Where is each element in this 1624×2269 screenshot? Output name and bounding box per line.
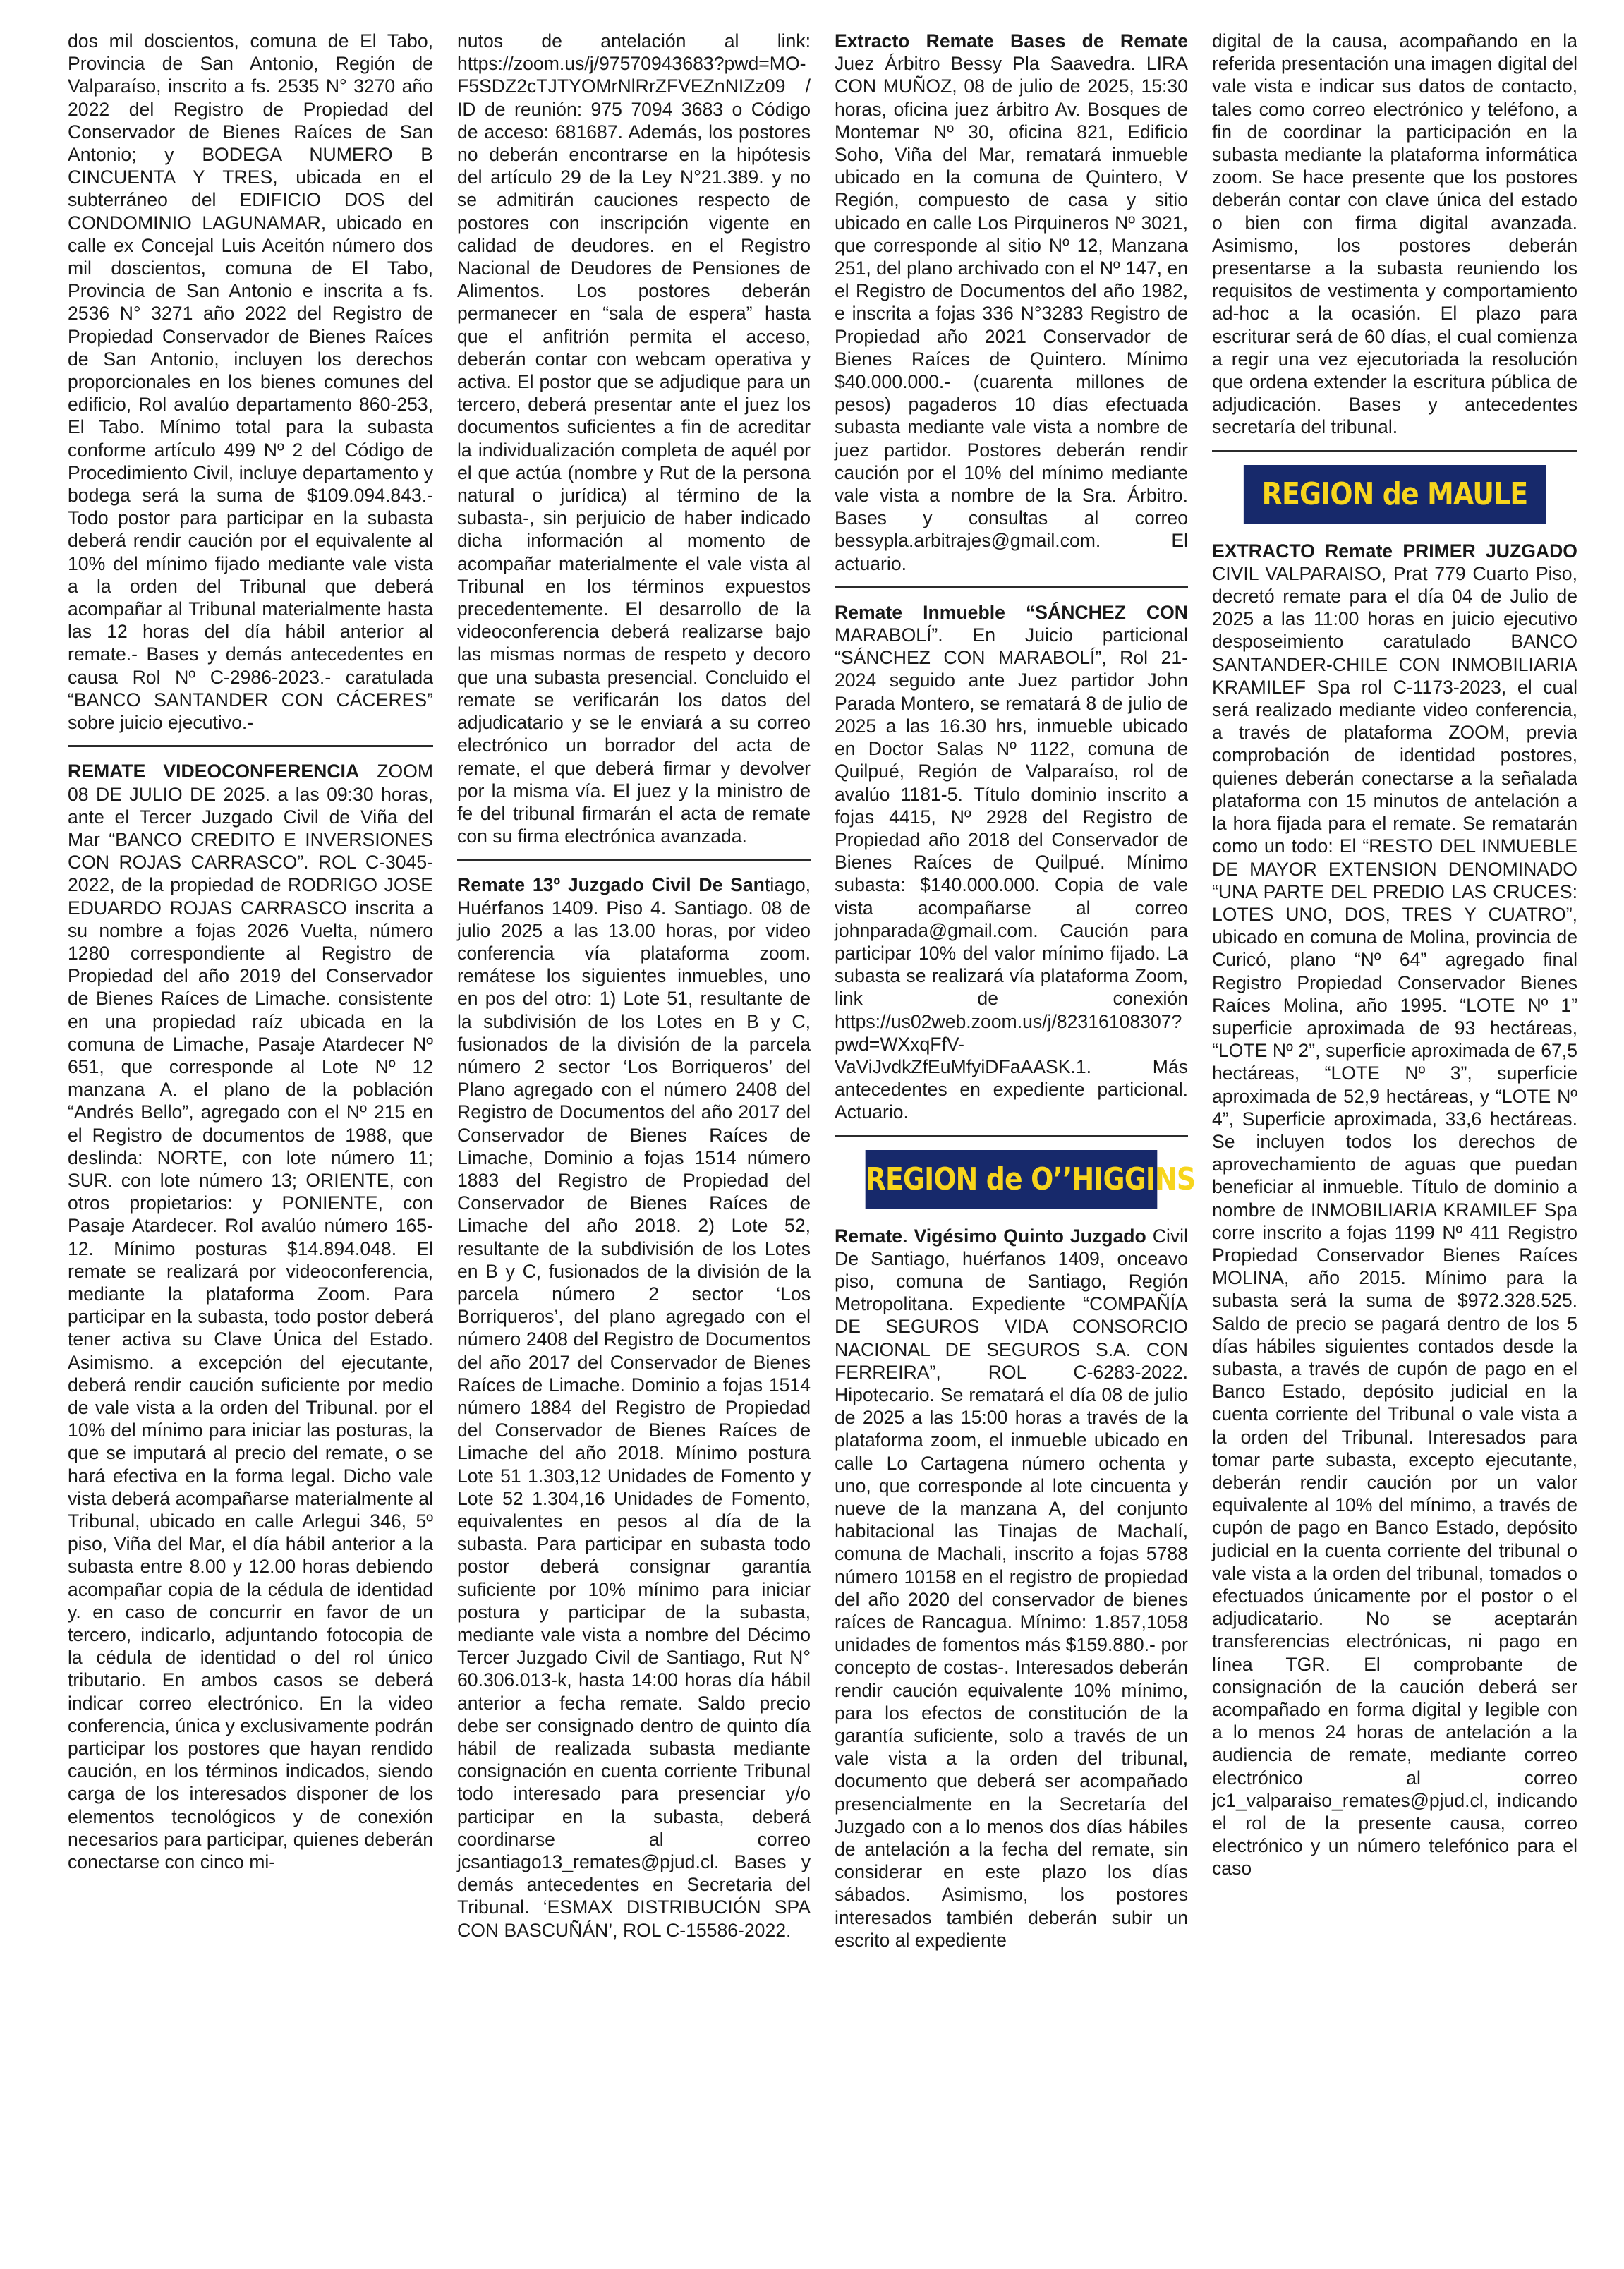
notice-lead: EXTRACTO Remate PRIMER JUZGADO <box>1212 540 1577 562</box>
separator-rule <box>457 859 811 861</box>
notice-text <box>457 873 811 1942</box>
notice-continuation-santander-caceres <box>68 30 433 734</box>
notice-text <box>1212 30 1577 439</box>
notice-lead: REMATE VIDEOCONFERENCIA <box>68 761 360 782</box>
notice-text <box>457 30 811 847</box>
notice-sanchez-marabolí <box>835 601 1188 1124</box>
notice-vigesimo-quinto-juzgado <box>835 1225 1188 1952</box>
notice-continuation-videoconferencia <box>457 30 811 847</box>
column-4 <box>1200 30 1577 2248</box>
notice-primer-juzgado-valparaiso <box>1212 540 1577 1880</box>
notice-text <box>68 30 433 734</box>
notice-body: tiago, Huérfanos 1409. Piso 4. Santiago. 08 de julio 2025 a las 13.00 horas, por video conferencia vía plataforma zoom. remátese los siguientes inmuebles, uno en pos del otro: 1) Lote 51, resultante de la subdivisión de los Lotes en B y C, fusionados de la división de la parcela número 2 sector ‘Los Borriqueros’ del Plano agregado con el número 2408 del Registro de Documentos del año 2017 del Conservador de Bienes Raíces de Limache, Dominio a fojas 1514 número 1883 del Registro de Propiedad del Conservador de Bienes Raíces de Limache del año 2018. 2) Lote 52, resultante de la subdivisión de los Lotes en B y C, fusionados de la división de la parcela número 2 sector ‘Los Borriqueros’, del plano agregado con el número 2408 del Registro de Documentos del año 2017 del Conservador de Bienes Raíces de Limache. Dominio a fojas 1514 número 1884 del Registro de Propiedad del Conservador de Bienes Raíces de Limache del año 2018. Mínimo postura Lote 51 1.303,12 Unidades de Fomento y Lote 52 1.304,16 Unidades de Fomento, equivalentes en pesos al día de la subasta. Para participar en subasta todo postor deberá consignar garantía suficiente por 10% mínimo para iniciar postura y participar de la subasta, mediante vale vista a nombre del Décimo Tercer Juzgado Civil de Santiago, Rut N° 60.306.013-k, hasta 14:00 horas día hábil anterior a fecha remate. Saldo precio debe ser consignado dentro de quinto día hábil de realizada subasta mediante consignación en cuenta corriente Tribunal todo interesado para presenciar y/o participar en la subasta, deberá coordinarse al correo jcsantiago13_remates@pjud.cl. Bases y demás antecedentes en Secretaria del Tribunal. ‘ESMAX DISTRIBUCIÓN SPA CON BASCUÑÁN’, ROL C-15586-2022. <box>457 874 811 1941</box>
column-3 <box>823 30 1200 2248</box>
column-1 <box>68 30 445 2248</box>
region-banner-ohiggins: REGION de O’’HIGGINS <box>866 1150 1158 1209</box>
notice-text <box>835 30 1188 575</box>
notice-body: dos mil doscientos, comuna de El Tabo, Provincia de San Antonio, Región de Valparaíso, inscrito a fs. 2535 N° 3270 año 2022 del Registro de Propiedad del Conservador de Bienes Raíces de San Antonio; y BODEGA NUMERO B CINCUENTA Y TRES, ubicada en el subterráneo del EDIFICIO DOS del CONDOMINIO LAGUNAMAR, ubicado en calle ex Concejal Luis Aceitón número dos mil doscientos, comuna de El Tabo, Provincia de San Antonio e inscrita a fs. 2536 N° 3271 año 2022 del Registro de Propiedad Conservador de Bienes Raíces de San Antonio, incluyen los derechos proporcionales en los bienes comunes del edificio, Rol avalúo departamento 860-253, El Tabo. Mínimo total para la subasta conforme artículo 499 Nº 2 del Código de Procedimiento Civil, incluye departamento y bodega será la suma de $109.094.843.- Todo postor para participar en la subasta deberá rendir caución por el equivalente al 10% del mínimo fijado mediante vale vista a la orden del Tribunal que deberá acompañar al Tribunal materialmente hasta las 12 horas del día hábil anterior al remate.- Bases y demás antecedentes en causa Rol Nº C-2986-2023.- caratulada “BANCO SANTANDER CON CÁCERES” sobre juicio ejecutivo.- <box>68 30 433 734</box>
notice-text <box>835 1225 1188 1952</box>
separator-rule <box>835 586 1188 588</box>
notice-body: MARABOLÍ”. En Juicio particional “SÁNCHEZ CON MARABOLÍ”, Rol 21-2024 seguido ante Juez partidor John Parada Montero, se rematará 8 de julio de 2025 a las 16.30 hrs, inmueble ubicado en Doctor Salas Nº 1122, comuna de Quilpué, Región de Valparaíso, rol de avalúo 1181-5. Título dominio inscrito a fojas 4415, Nº 2928 del Registro de Propiedad año 2018 del Conservador de Bienes Raíces de Quilpué. Mínimo subasta: $140.000.000. Copia de vale vista acompañarse al correo johnparada@gmail.com. Caución para participar 10% del valor mínimo fijado. La subasta se realizará vía plataforma Zoom, link de conexión https://us02web.zoom.us/j/82316108307?pwd=WXxqFfV-VaViJvdkZfEuMfyiDFaAASK.1. Más antecedentes en expediente particional. Actuario. <box>835 624 1188 1123</box>
separator-rule <box>1212 450 1577 452</box>
notice-remate-13-juzgado <box>457 873 811 1942</box>
notice-lead: Extracto Remate Bases de Remate <box>835 30 1188 52</box>
notice-body: Civil De Santiago, huérfanos 1409, onceavo piso, comuna de Santiago, Región Metropolitana. Expediente “COMPAÑÍA DE SEGUROS VIDA CONSORCIO NACIONAL DE SEGUROS S.A. CON FERREIRA”, ROL C-6283-2022. Hipotecario. Se rematará el día 08 de julio de 2025 a las 15:00 horas a través de la plataforma zoom, el inmueble ubicado en calle Lo Cartagena número ochenta y uno, que corresponde al lote cincuenta y nueve de la manzana A, del conjunto habitacional las Tinajas de Machalí, comuna de Machali, inscrito a fojas 5788 número 10158 en el registro de propiedad del año 2020 del conservador de bienes raíces de Rancagua. Mínimo: 1.857,1058 unidades de fomentos más $159.880.- por concepto de costas-. Interesados deberán rendir caución equivalente 10% mínimo, para los efectos de constitución de la garantía suficiente, solo a través de un vale vista a la orden del tribunal, documento que deberá ser acompañado presencialmente en la Secretaría del Juzgado con a lo menos dos días hábiles de antelación a la fecha del remate, sin considerar en este plazo los días sábados. Asimismo, los postores interesados también deberán subir un escrito al expediente <box>835 1225 1188 1951</box>
notice-lead: Remate 13º Juzgado Civil De San <box>457 874 765 896</box>
notice-body: ZOOM 08 DE JULIO DE 2025. a las 09:30 horas, ante el Tercer Juzgado Civil de Viña del Mar “BANCO CREDITO E INVERSIONES CON ROJAS CARRASCO”. ROL C-3045-2022, de la propiedad de RODRIGO JOSE EDUARDO ROJAS CARRASCO inscrita a su nombre a fojas 2026 Vuelta, número 1280 correspondiente al Registro de Propiedad del año 2019 del Conservador de Bienes Raíces de Limache. consistente en una propiedad raíz ubicada en la comuna de Limache, Pasaje Atardecer Nº 651, que corresponde al Lote Nº 12 manzana A. el plano de la población “Andrés Bello”, agregado con el Nº 215 en el Registro de documentos de 1988, que deslinda: NORTE, con lote número 11; SUR. con lote número 13; ORIENTE, con otros propietarios: y PONIENTE, con Pasaje Atardecer. Rol avalúo número 165-12. Mínimo posturas $14.894.048. El remate se realizará por videoconferencia, mediante la plataforma Zoom. Para participar en la subasta, todo postor deberá tener activa su Clave Única del Estado. Asimismo. a excepción del ejecutante, deberá rendir caución suficiente por medio de vale vista a la orden del Tribunal. por el 10% del mínimo para iniciar las posturas, la que se imputará al precio del remate, o se hará efectiva en la forma legal. Dicho vale vista deberá acompañarse materialmente al Tribunal, ubicado en calle Arlegui 346, 5º piso, Viña del Mar, el día hábil anterior a la subasta entre 8.00 y 12.00 horas debiendo acompañar copia de la cédula de identidad y. en caso de concurrir en favor de un tercero, indicarlo, adjuntando fotocopia de la cédula de identidad o del rol único tributario. En ambos casos se deberá indicar correo electrónico. En la video conferencia, única y exclusivamente podrán participar los postores que hayan rendido caución, en los términos indicados, siendo carga de los interesados disponer de los elementos tecnológicos y de conexión necesarios para participar, quienes deberán conectarse con cinco mi- <box>68 761 433 1873</box>
notice-body: digital de la causa, acompañando en la referida presentación una imagen digital del vale vista e indicar sus datos de contacto, tales como correo electrónico y teléfono, a fin de coordinar la participación en la subasta mediante la plataforma informática zoom. Se hace presente que los postores deberán contar con clave única del estado o bien con firma digital avanzada. Asimismo, los postores deberán presentarse a la subasta reuniendo los requisitos de vestimenta y comportamiento ad-hoc a la ocasión. El plazo para escriturar será de 60 días, el cual comienza a regir una vez ejecutoriada la resolución que ordena extender la escritura pública de adjudicación. Bases y antecedentes secretaría del tribunal. <box>1212 30 1577 438</box>
separator-rule <box>835 1135 1188 1137</box>
notice-text <box>68 760 433 1873</box>
notice-lead: Remate Inmueble “SÁNCHEZ CON <box>835 601 1188 623</box>
separator-rule <box>68 745 433 747</box>
notice-body: Juez Árbitro Bessy Pla Saavedra. LIRA CON MUÑOZ, 08 de julio de 2025, 15:30 horas, oficina juez árbitro Av. Bosques de Montemar Nº 30, oficina 821, Edificio Soho, Viña del Mar, rematará inmueble ubicado en la comuna de Quintero, V Región, compuesto de casa y sitio ubicado en calle Los Pirquineros Nº 3021, que corresponde al sitio Nº 12, Manzana 251, del plano archivado con el Nº 147, en el Registro de Documentos del año 1982, e inscrita a fojas 336 N°3283 Registro de Propiedad año 2021 Conservador de Bienes Raíces de Quintero. Mínimo $40.000.000.- (cuarenta millones de pesos) pagaderos 10 días efectuada subasta mediante vale vista a nombre de juez partidor. Postores deberán rendir caución por el 10% del mínimo mediante vale vista a nombre de la Sra. Árbitro. Bases y consultas al correo bessypla.arbitrajes@gmail.com. El actuario. <box>835 53 1188 574</box>
notice-continuation-vigesimo-quinto <box>1212 30 1577 439</box>
notice-body: nutos de antelación al link: https://zoom.us/j/97570943683?pwd=MO-F5SDZ2cTJTYOMrNlRrZFVEZnNIZz09 / ID de reunión: 975 7094 3683 o Código de acceso: 681687. Además, los postores no deberán encontrarse en la hipótesis del artículo 29 de la Ley N°21.389. y no se admitirán cauciones respecto de postores con inscripción vigente en calidad de deudores. en el Registro Nacional de Deudores de Pensiones de Alimentos. Los postores deberán permanecer en “sala de espera” hasta que el anfitrión permita el acceso, deberán contar con webcam operativa y activa. El postor que se adjudique para un tercero, deberá presentar ante el juez los documentos suficientes a fin de acreditar la individualización completa de aquél por el que actúa (nombre y Rut de la persona natural o jurídica) al término de la subasta-, sin perjuicio de haber indicado dicha información al momento de acompañar materialmente el vale vista al Tribunal en los términos expuestos precedentemente. El desarrollo de la videoconferencia deberá realizarse bajo las mismas normas de respeto y decoro que una subasta presencial. Concluido el remate se verificarán los datos del adjudicatario y se le enviará a su correo electrónico un borrador del acta de remate, el que deberá firmar y devolver por la misma vía. El juez y la ministro de fe del tribunal firmarán el acta de remate con su firma electrónica avanzada. <box>457 30 811 847</box>
notice-lead: Remate. Vigésimo Quinto Juzgado <box>835 1225 1146 1247</box>
notice-extracto-bases-remate <box>835 30 1188 575</box>
notice-body: CIVIL VALPARAISO, Prat 779 Cuarto Piso, decretó remate para el día 04 de Julio de 2025 a las 11:00 horas en juicio ejecutivo desposeimiento caratulado BANCO SANTANDER-CHILE CON INMOBILIARIA KRAMILEF Spa rol C-1173-2023, el cual será realizado mediante video conferencia, a través de plataforma ZOOM, previa comprobación de identidad postores, quienes deberán conectarse a la señalada plataforma con 15 minutos de antelación a la hora fijada para el remate. Se rematarán como un todo: El “RESTO DEL INMUEBLE DE MAYOR EXTENSION DENOMINADO “UNA PARTE DEL PREDIO LAS CRUCES: LOTES UNO, DOS, TRES Y CUATRO”, ubicado en comuna de Molina, provincia de Curicó, plano “Nº 64” agregado final Registro Propiedad Conservador Bienes Raíces Molina, año 1995. “LOTE Nº 1” superficie aproximada de 93 hectáreas, “LOTE Nº 2”, superficie aproximada de 67,5 hectáreas, “LOTE Nº 3”, superficie aproximada de 52,9 hectáreas, y “LOTE Nº 4”, Superficie aproximada, 33,6 hectáreas. Se incluyen todos los derechos de aprovechamiento de aguas que puedan beneficiar al inmueble. Título de dominio a nombre de INMOBILIARIA KRAMILEF Spa corre inscrito a fojas 1199 Nº 411 Registro Propiedad Conservador Bienes Raíces MOLINA, año 2015. Mínimo para la subasta será la suma de $972.328.525. Saldo de precio se pagará dentro de los 5 días hábiles siguientes contados desde la subasta, a través de cupón de pago en el Banco Estado, depósito judicial en la cuenta corriente del Tribunal o vale vista a la orden del Tribunal. Interesados para tomar parte subasta, excepto ejecutante, deberán rendir caución por un valor equivalente al 10% del mínimo, a través de cupón de pago en Banco Estado, depósito judicial en la cuenta corriente del tribunal o vale vista a la orden del tribunal, tomados o efectuados únicamente por el postor o el adjudicatario. No se aceptarán transferencias electrónicas, ni pago en línea TGR. El comprobante de consignación de la caución deberá ser acompañado en forma digital y legible con a lo menos 24 horas de antelación a la audiencia de remate, mediante correo electrónico al correo jc1_valparaiso_remates@pjud.cl, indicando el rol de la presente causa, correo electrónico y un número telefónico para el caso <box>1212 562 1577 1880</box>
notice-text <box>835 601 1188 1124</box>
column-2 <box>445 30 823 2248</box>
region-banner-maule: REGION de MAULE <box>1244 465 1546 524</box>
notice-remate-videoconferencia <box>68 760 433 1873</box>
notice-text <box>1212 540 1577 1880</box>
